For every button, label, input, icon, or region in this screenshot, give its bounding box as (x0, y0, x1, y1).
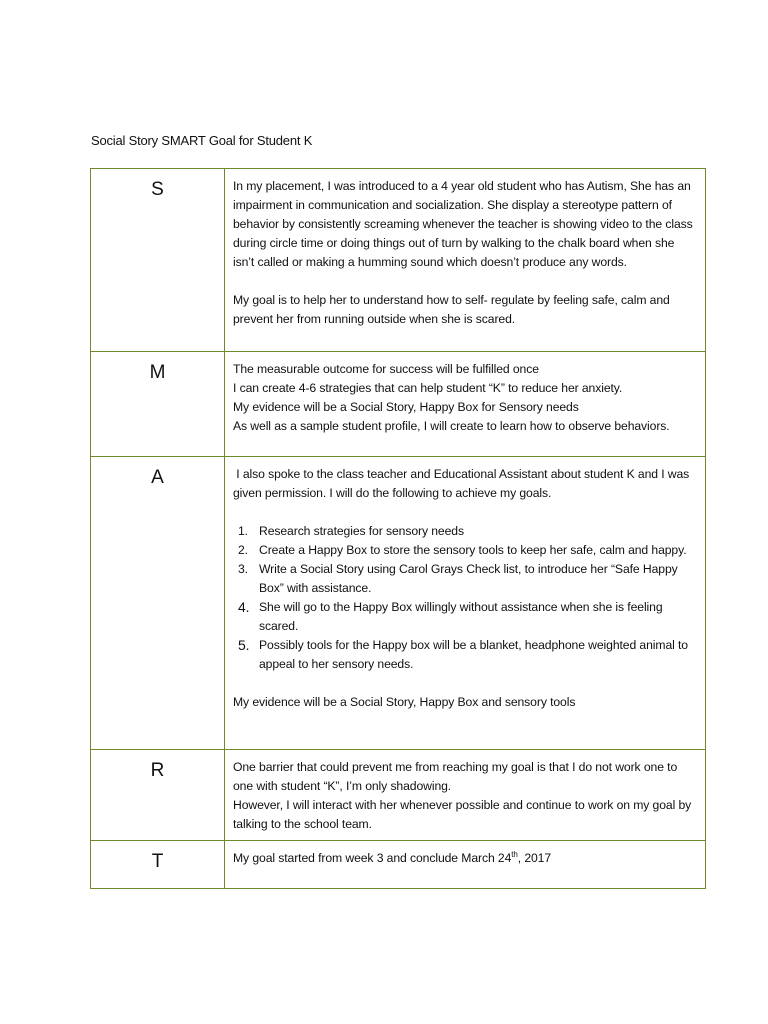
timely-text: My goal started from week 3 and conclude March 24 (233, 851, 512, 865)
measurable-line-3: My evidence will be a Social Story, Happy Box for Sensory needs (233, 400, 579, 414)
table-row-s (91, 169, 706, 352)
smart-goal-table (90, 168, 706, 889)
step-text: Create a Happy Box to store the sensory tools to keep her safe, calm and happy. (259, 543, 687, 557)
achievable-cell (225, 457, 706, 750)
step-text: She will go to the Happy Box willingly without assistance when she is feeling scared. (259, 600, 663, 633)
list-item (233, 598, 697, 636)
timely-superscript: th (511, 849, 518, 859)
list-item (233, 541, 697, 560)
specific-cell (225, 169, 706, 352)
step-number: 2. (238, 543, 248, 557)
measurable-line-2: I can create 4-6 strategies that can help student “K” to reduce her anxiety. (233, 381, 623, 395)
measurable-line-4: As well as a sample student profile, I will create to learn how to observe behaviors. (233, 419, 670, 433)
step-number: 5. (238, 637, 250, 653)
step-text: Write a Social Story using Carol Grays Check list, to introduce her “Safe Happy Box” with assistance. (259, 562, 678, 595)
achievable-intro: I also spoke to the class teacher and Educational Assistant about student K and I was given permission. I will do the following to achieve my goals. (233, 467, 693, 500)
specific-paragraph-1: In my placement, I was introduced to a 4 year old student who has Autism, She has an impairment in communication and socialization. She display a stereotype pattern of behavior by consistently screaming whenever the teacher is showing video to the class during circle time or doing things out of turn by walking to the chalk board when she isn’t called or making a humming sound which doesn’t produce any words. (233, 179, 693, 269)
letter-a: A (91, 457, 225, 750)
step-number: 4. (238, 599, 250, 615)
measurable-line-1: The measurable outcome for success will be fulfilled once (233, 362, 539, 376)
table-row-r (91, 750, 706, 841)
step-text: Possibly tools for the Happy box will be a blanket, headphone weighted animal to appeal to her sensory needs. (259, 638, 688, 671)
table-row-a (91, 457, 706, 750)
specific-paragraph-2: My goal is to help her to understand how to self- regulate by feeling safe, calm and prevent her from running outside when she is scared. (233, 293, 670, 326)
letter-r: R (91, 750, 225, 841)
realistic-line-2: However, I will interact with her whenever possible and continue to work on my goal by talking to the school team. (233, 798, 692, 831)
list-item (233, 560, 697, 598)
letter-t: T (91, 841, 225, 889)
timely-cell (225, 841, 706, 889)
realistic-cell (225, 750, 706, 841)
table-row-t (91, 841, 706, 889)
document-title: Social Story SMART Goal for Student K (91, 133, 313, 148)
achievable-steps (233, 522, 697, 674)
letter-m: M (91, 352, 225, 457)
step-text: Research strategies for sensory needs (259, 524, 464, 538)
list-item (233, 522, 697, 541)
measurable-cell (225, 352, 706, 457)
step-number: 1. (238, 524, 248, 538)
realistic-line-1: One barrier that could prevent me from reaching my goal is that I do not work one to one with student “K”, I’m only shadowing. (233, 760, 678, 793)
list-item (233, 636, 697, 674)
letter-s: S (91, 169, 225, 352)
table-row-m (91, 352, 706, 457)
step-number: 3. (238, 562, 248, 576)
timely-year: , 2017 (517, 851, 552, 865)
achievable-evidence: My evidence will be a Social Story, Happy Box and sensory tools (233, 695, 576, 709)
